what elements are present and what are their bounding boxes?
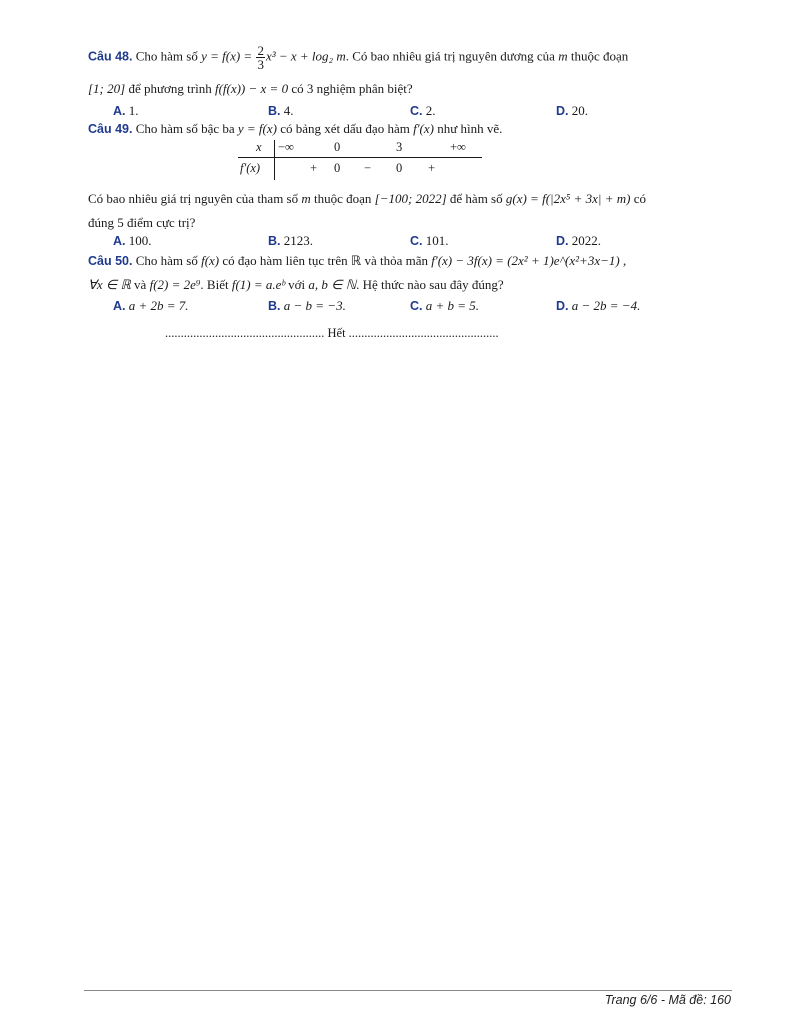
table-sign: 0 — [334, 161, 341, 175]
q49-line-2: Có bao nhiêu giá trị nguyên của tham số m thuộc đoạn [−100; 2022] để hàm số g(x) = f(|2x⁵ + 3x| + m) có — [88, 191, 647, 206]
page-footer: Trang 6/6 - Mã đề: 160 — [604, 993, 731, 1007]
table-x-value: −∞ — [278, 140, 294, 154]
q50-option-a[interactable]: A. a + 2b = 7. — [113, 298, 189, 313]
question-label: Câu 48. — [88, 49, 133, 64]
q50-line-1: Câu 50. Cho hàm số f(x) có đạo hàm liên tục trên ℝ và thỏa mãn f′(x) − 3f(x) = (2x² + 1)e^(x²+3x−1) , — [88, 253, 627, 268]
end-marker: ................................................... Hết ................................................ — [165, 326, 499, 340]
table-divider — [274, 140, 275, 180]
q49-option-b[interactable]: B. 2123. — [268, 233, 313, 248]
table-sign: − — [364, 161, 372, 175]
q48-option-a[interactable]: A. 1. — [113, 103, 139, 118]
q48-option-d[interactable]: D. 20. — [556, 103, 588, 118]
q50-option-d[interactable]: D. a − 2b = −4. — [556, 298, 641, 313]
table-sign: 0 — [396, 161, 403, 175]
q50-option-c[interactable]: C. a + b = 5. — [410, 298, 480, 313]
q48-line-1: Câu 48. Cho hàm số y = f(x) = $\frac{2}{3}$ x³ − x + log₂ m. Có bao nhiêu giá trị nguyên dương của m thuộc đoạn — [88, 43, 629, 72]
q50-line-2: ∀x ∈ ℝ và f(2) = 2e⁹. Biết f(1) = a.eᵇ với a, b ∈ ℕ. Hệ thức nào sau đây đúng? — [88, 277, 504, 292]
q49-option-a[interactable]: A. 100. — [113, 233, 152, 248]
footer-divider — [84, 990, 732, 991]
table-x-label: x — [256, 140, 262, 154]
table-x-value: 3 — [396, 140, 403, 154]
q49-line-1: Câu 49. Cho hàm số bậc ba y = f(x) có bảng xét dấu đạo hàm f′(x) như hình vẽ. — [88, 121, 503, 136]
q49-line-3: đúng 5 điểm cực trị? — [88, 215, 196, 230]
table-x-value: +∞ — [450, 140, 466, 154]
table-x-value: 0 — [334, 140, 341, 154]
table-sign: + — [428, 161, 436, 175]
q49-option-c[interactable]: C. 101. — [410, 233, 449, 248]
question-label: Câu 50. — [88, 254, 133, 268]
sign-table — [238, 140, 482, 180]
question-label: Câu 49. — [88, 122, 133, 136]
q49-option-d[interactable]: D. 2022. — [556, 233, 601, 248]
fraction: $\frac{2}{3}$ — [257, 43, 264, 72]
q48-option-b[interactable]: B. 4. — [268, 103, 294, 118]
q48-line-2: [1; 20] để phương trình f(f(x)) − x = 0 có 3 nghiệm phân biệt? — [88, 81, 413, 96]
table-fp-label: f′(x) — [240, 161, 261, 175]
table-sign: + — [310, 161, 318, 175]
q50-option-b[interactable]: B. a − b = −3. — [268, 298, 346, 313]
q48-option-c[interactable]: C. 2. — [410, 103, 436, 118]
